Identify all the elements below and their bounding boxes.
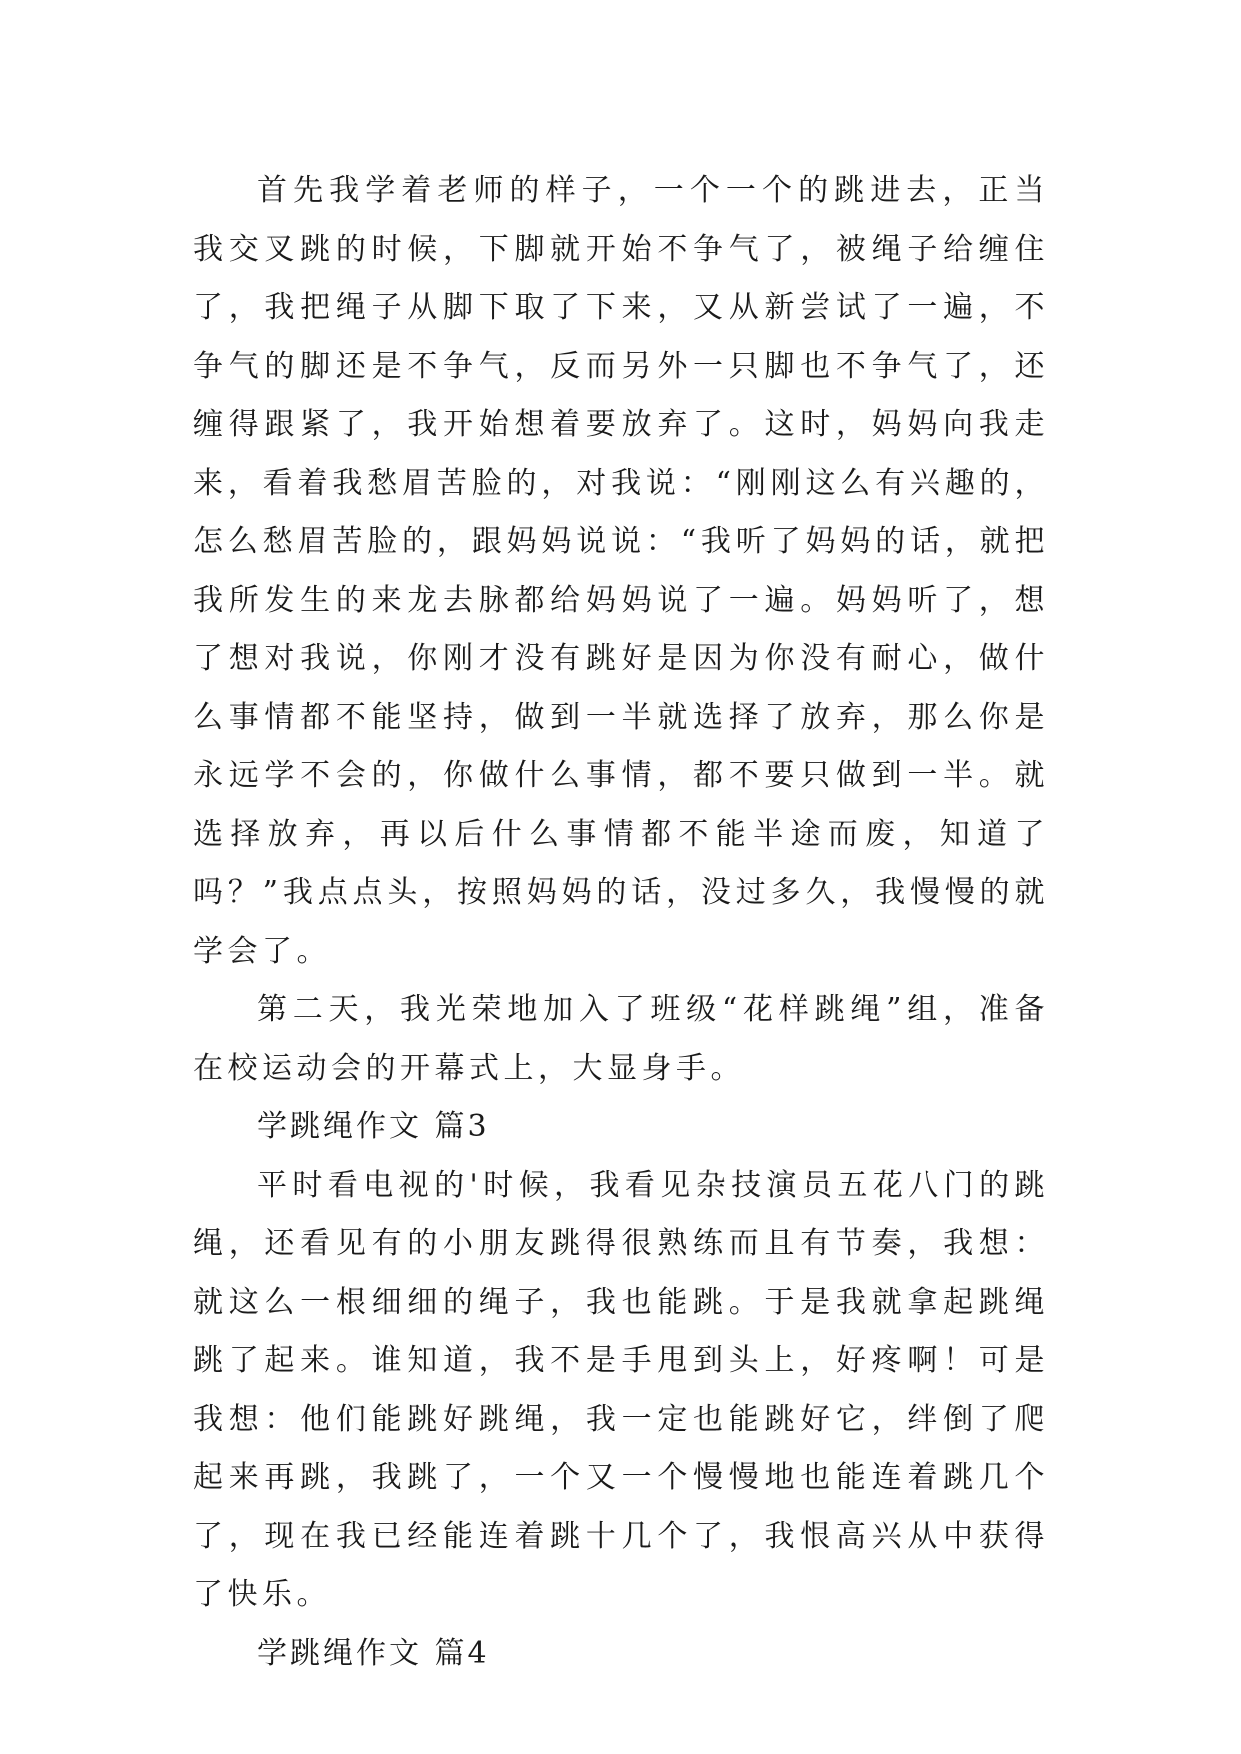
document-body bbox=[193, 162, 1049, 1683]
section-heading-3: 学跳绳作文 篇3 bbox=[257, 1109, 490, 1144]
paragraph-1: 首先我学着老师的样子，一个一个的跳进去，正当我交叉跳的时候，下脚就开始不争气了，被绳子给缠住了，我把绳子从脚下取了下来，又从新尝试了一遍，不争气的脚还是不争气，反而另外一只脚也不争气了，还缠得跟紧了，我开始想着要放弃了。这时，妈妈向我走来，看着我愁眉苦脸的，对我说：“刚刚这么有兴趣的，怎么愁眉苦脸的，跟妈妈说说：“我听了妈妈的话，就把我所发生的来龙去脉都给妈妈说了一遍。妈妈听了，想了想对我说，你刚才没有跳好是因为你没有耐心，做什么事情都不能坚持，做到一半就选择了放弃，那么你是永远学不会的，你做什么事情，都不要只做到一半。就选择放弃，再以后什么事情都不能半途而废，知道了吗？”我点点头，按照妈妈的话，没过多久，我慢慢的就学会了。 bbox=[193, 173, 1049, 969]
paragraph-2: 第二天，我光荣地加入了班级“花样跳绳”组，准备在校运动会的开幕式上，大显身手。 bbox=[193, 992, 1049, 1086]
section-heading-4: 学跳绳作文 篇4 bbox=[257, 1635, 490, 1671]
paragraph-3: 平时看电视的'时候，我看见杂技演员五花八门的跳绳，还看见有的小朋友跳得很熟练而且有节奏，我想：就这么一根细细的绳子，我也能跳。于是我就拿起跳绳跳了起来。谁知道，我不是手甩到头上，好疼啊！可是我想：他们能跳好跳绳，我一定也能跳好它，绊倒了爬起来再跳，我跳了，一个又一个慢慢地也能连着跳几个了，现在我已经能连着跳十几个了，我恨高兴从中获得了快乐。 bbox=[193, 1167, 1049, 1612]
